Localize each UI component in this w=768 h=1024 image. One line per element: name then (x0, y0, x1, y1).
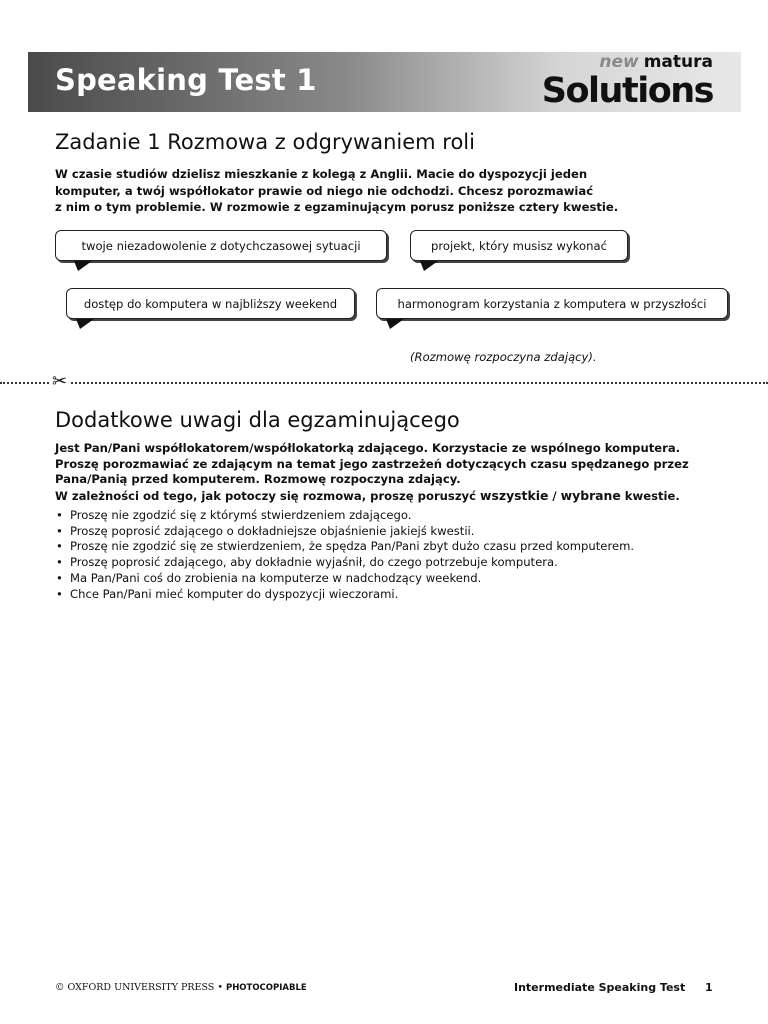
brand-matura: matura (643, 52, 713, 72)
choice-separator: / (548, 489, 561, 504)
bubble-tail (386, 319, 404, 329)
topic-bubble (55, 230, 387, 261)
task1-heading: Zadanie 1 Rozmowa z odgrywaniem roli (55, 130, 475, 154)
topic-bubble (376, 288, 728, 319)
instruction-line: W czasie studiów dzielisz mieszkanie z kolegą z Anglii. Macie do dyspozycji jeden (55, 167, 588, 181)
list-item: • Proszę poprosić zdającego, aby dokładnie wyjaśnił, do czego potrzebuje komputera. (55, 555, 634, 571)
instruction-line: komputer, a twój współlokator prawie od niego nie odchodzi. Chcesz porozmawiać (55, 183, 594, 198)
copyright-text: © OXFORD UNIVERSITY PRESS (55, 982, 215, 993)
page-title: Speaking Test 1 (55, 63, 317, 97)
brand-subtitle (599, 52, 713, 72)
bubble-tail (76, 319, 94, 329)
examiner-choice-line (55, 488, 735, 505)
list-item: • Ma Pan/Pani coś do zrobienia na komputerze w nadchodzący weekend. (55, 571, 634, 587)
bubble-tail (74, 261, 92, 271)
examiner-line: Pana/Panią przed komputerem. Rozmowę rozpoczyna zdający. (55, 472, 461, 487)
footer-separator: • (214, 982, 226, 993)
task1-instructions (55, 166, 735, 216)
header-banner (28, 52, 741, 112)
choice-suffix: kwestie. (620, 489, 680, 504)
brand-new: new (599, 52, 639, 72)
examiner-line: Jest Pan/Pani współlokatorem/współlokatorką zdającego. Korzystacie ze wspólnego komputera. (55, 441, 681, 455)
examiner-line: Proszę porozmawiać ze zdającym na temat jego zastrzeżeń dotyczących czasu spędzanego przez (55, 456, 689, 471)
examiner-bullet-list (55, 508, 634, 602)
list-item: • Proszę nie zgodzić się z którymś stwierdzeniem zdającego. (55, 508, 634, 524)
page-number: 1 (705, 981, 713, 994)
topic-bubble-text: twoje niezadowolenie z dotychczasowej sytuacji (81, 238, 361, 253)
choice-prefix: W zależności od tego, jak potoczy się rozmowa, proszę poruszyć (55, 489, 476, 504)
bubble-tail (420, 261, 438, 271)
topic-bubble (66, 288, 355, 319)
list-item: • Chce Pan/Pani mieć komputer do dyspozycji wieczorami. (55, 587, 634, 603)
cut-line (0, 382, 768, 384)
photocopiable-label: PHOTOCOPIABLE (225, 983, 307, 993)
topic-bubble-text: harmonogram korzystania z komputera w przyszłości (397, 296, 707, 311)
task1-note: (Rozmowę rozpoczyna zdający). (410, 350, 597, 364)
instruction-line: z nim o tym problemie. W rozmowie z egzaminującym porusz poniższe cztery kwestie. (55, 200, 619, 214)
footer-test-name: Intermediate Speaking Test (514, 981, 686, 994)
choice-all: wszystkie (480, 488, 549, 504)
list-item: • Proszę nie zgodzić się ze stwierdzeniem, że spędza Pan/Pani zbyt dużo czasu przed komputerem. (55, 539, 634, 555)
examiner-heading: Dodatkowe uwagi dla egzaminującego (55, 408, 460, 432)
examiner-intro (55, 441, 735, 505)
topic-bubble (410, 230, 628, 261)
topic-bubble-text: dostęp do komputera w najbliższy weekend (83, 296, 338, 311)
list-item: • Proszę poprosić zdającego o dokładniejsze objaśnienie jakiejś kwestii. (55, 524, 634, 540)
choice-selected: wybrane (560, 488, 621, 504)
scissors-icon: ✂ (52, 371, 68, 392)
footer-copyright (55, 982, 307, 993)
brand-logo: Solutions (541, 71, 713, 111)
topic-bubble-text: projekt, który musisz wykonać (431, 238, 607, 253)
